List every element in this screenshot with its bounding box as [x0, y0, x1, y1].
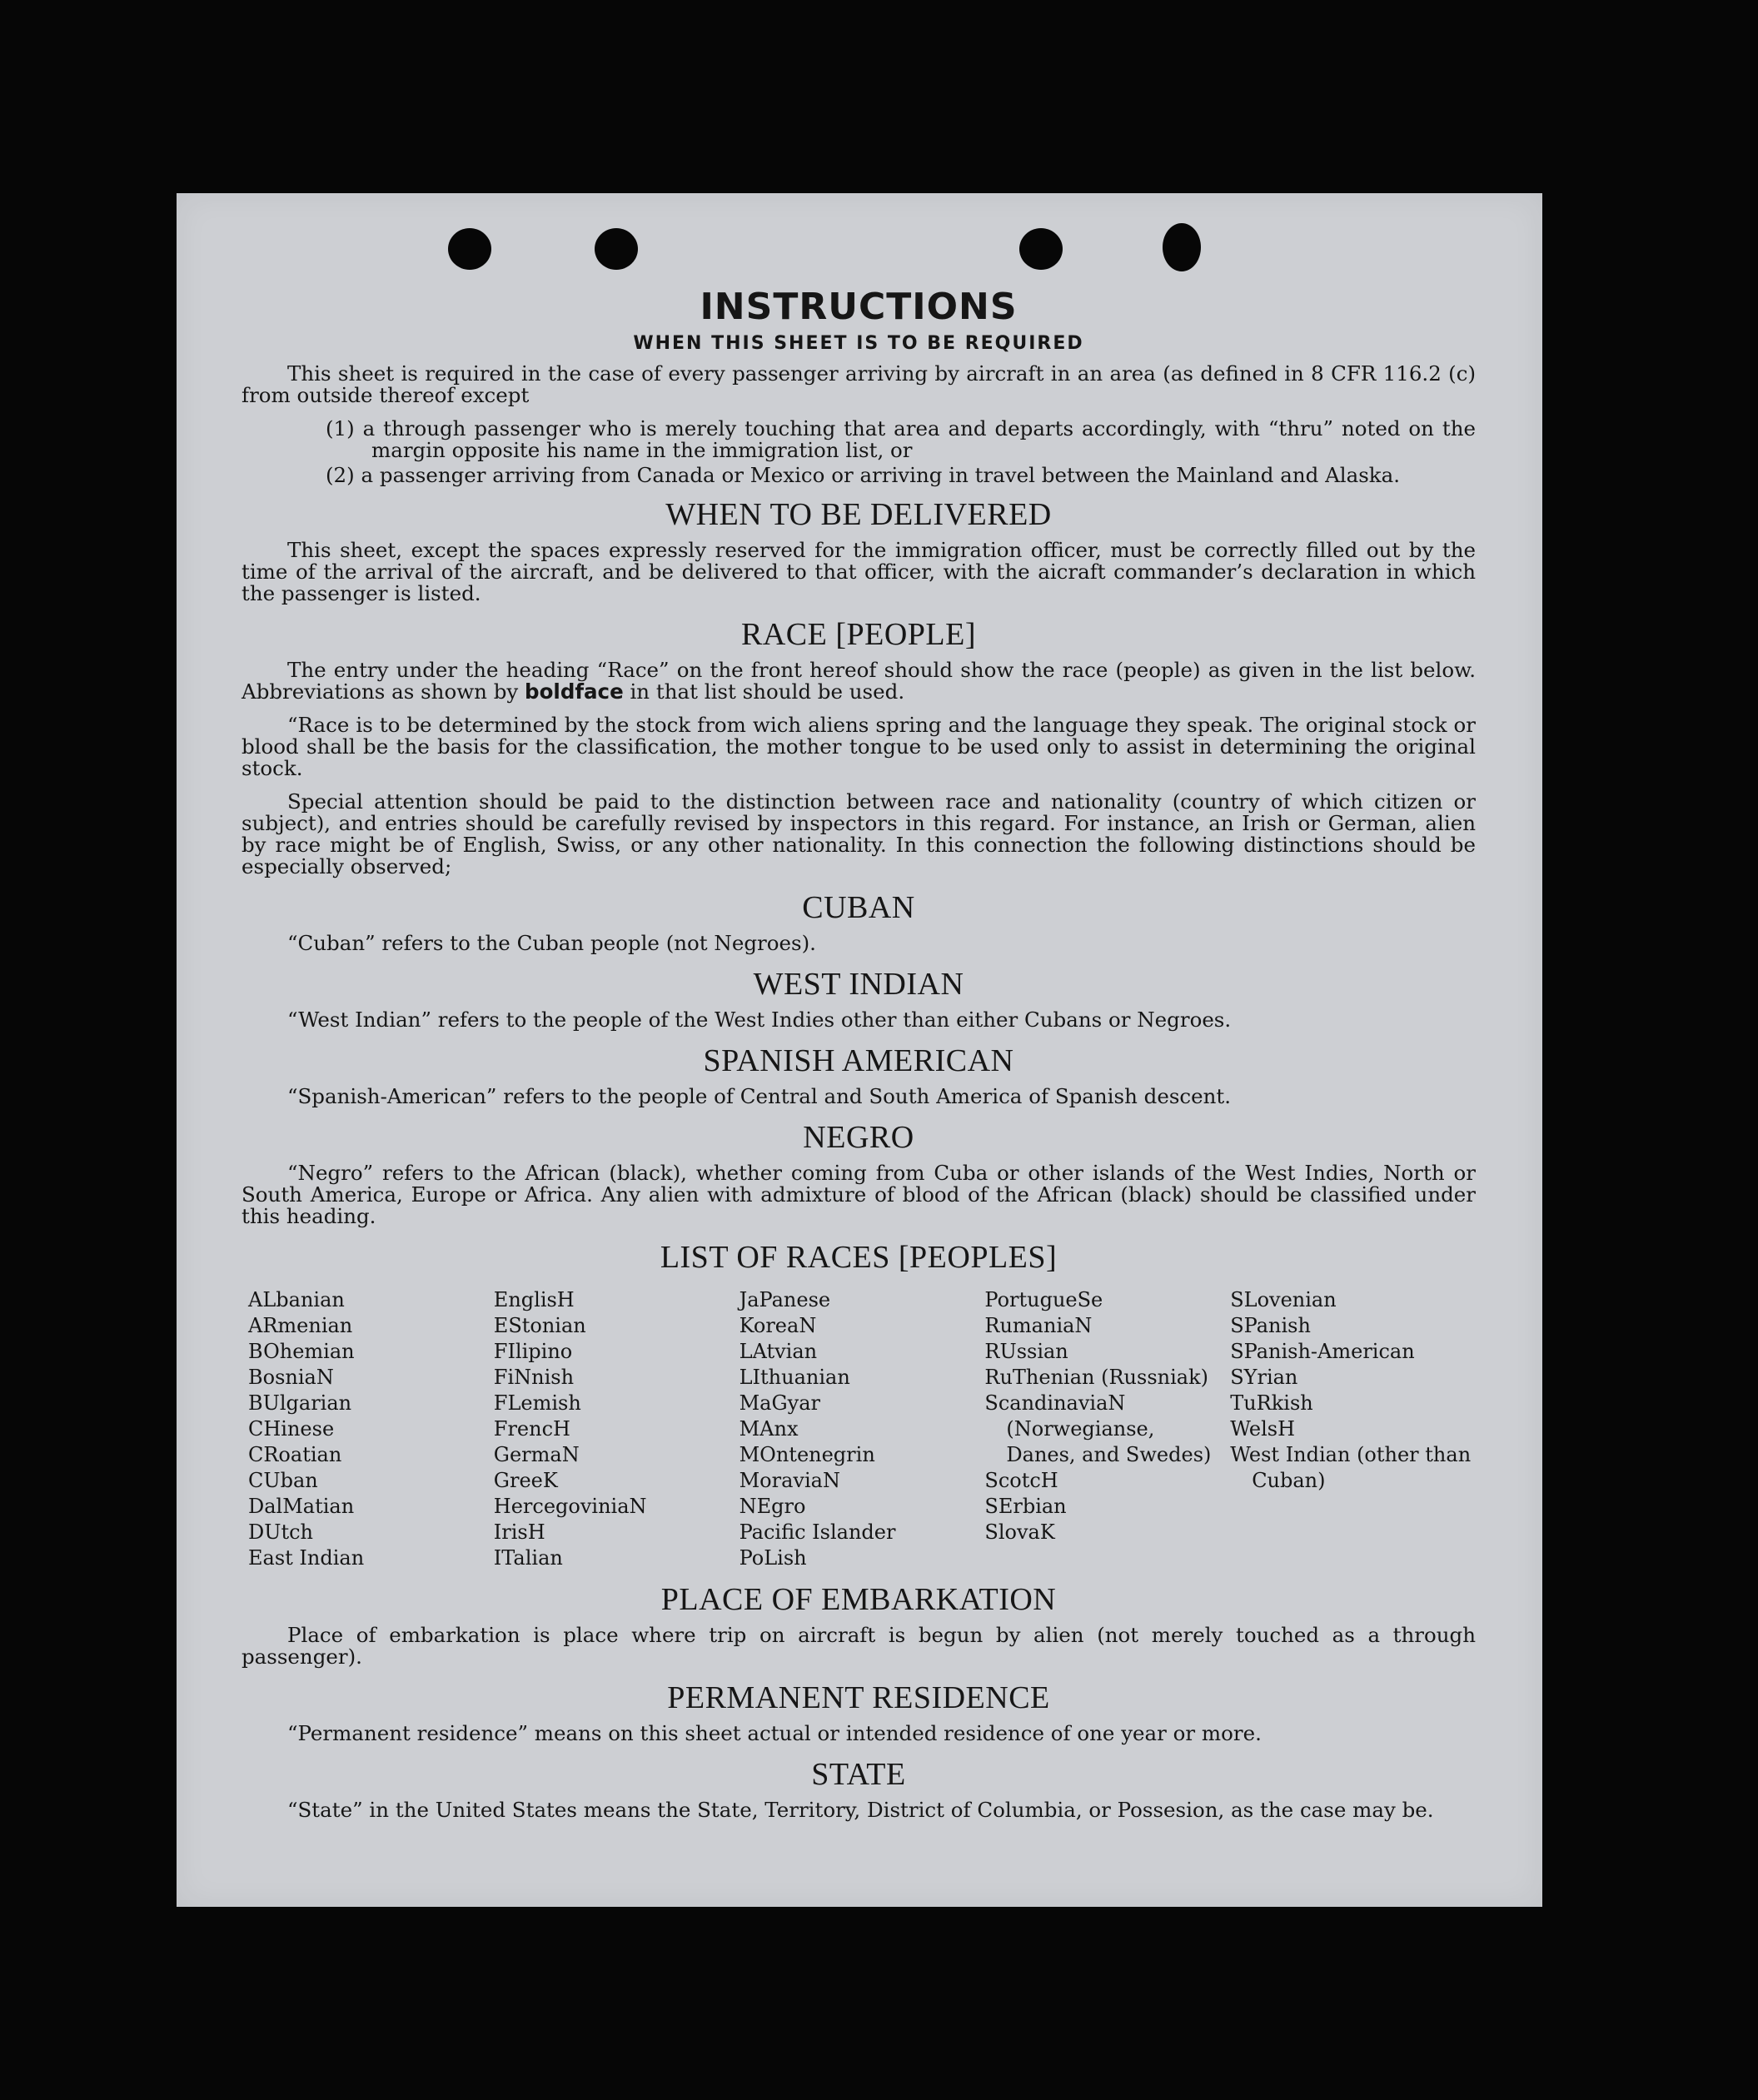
punch-hole: [1163, 223, 1201, 271]
race-entry: RUssian: [984, 1340, 1068, 1363]
heading-embarkation: PLACE OF EMBARKATION: [660, 1582, 1057, 1617]
race-entry: West Indian (other than Cuban): [1230, 1443, 1472, 1492]
punch-hole: [448, 228, 491, 270]
race-paragraph-1: [242, 659, 1476, 703]
race-entry: GreeK: [493, 1469, 558, 1492]
race-entry: TuRkish: [1230, 1391, 1313, 1415]
race-entry: ARmenian: [248, 1314, 353, 1337]
race-entry: MAnx: [739, 1417, 799, 1441]
race-entry: Pacific Islander: [739, 1520, 896, 1544]
intro-paragraph: This sheet is required in the case of every passenger arriving by aircraft in an area (as defined in 8 CFR 116.2 (c) from outside thereof except: [242, 361, 1476, 407]
race-entry: DUtch: [248, 1520, 314, 1544]
race-entry: BUlgarian: [248, 1391, 352, 1415]
page-title: INSTRUCTIONS: [700, 286, 1018, 328]
document-page: [177, 193, 1542, 1907]
residence-paragraph: “Permanent residence” means on this sheet actual or intended residence of one year or more.: [287, 1721, 1262, 1745]
race-entry: WelsH: [1230, 1417, 1296, 1441]
race-entry: IrisH: [493, 1520, 545, 1544]
race-column: [984, 1287, 1230, 1571]
race-entry: East Indian: [248, 1546, 365, 1570]
state-paragraph: “State” in the United States means the State, Territory, District of Columbia, or Possesion, as the case may be.: [287, 1798, 1434, 1822]
negro-paragraph: “Negro” refers to the African (black), whether coming from Cuba or other islands of the West Indies, North or South America, Europe or Africa. Any alien with admixture of blood of the African (black) should be classified under this heading.: [242, 1161, 1476, 1228]
heading-state: STATE: [811, 1757, 906, 1792]
exception-item: (2) a passenger arriving from Canada or Mexico or arriving in travel between the Mainland and Alaska.: [326, 463, 1401, 487]
race-entry: EnglisH: [493, 1288, 575, 1311]
race-entry: DalMatian: [248, 1495, 355, 1518]
heading-west-indian: WEST INDIAN: [753, 967, 964, 1002]
heading-race: RACE [PEOPLE]: [741, 617, 976, 652]
heading-when-delivered: WHEN TO BE DELIVERED: [665, 497, 1052, 532]
race-entry: PoLish: [739, 1546, 807, 1570]
west-indian-paragraph: “West Indian” refers to the people of the West Indies other than either Cubans or Negroes.: [287, 1008, 1232, 1032]
race-paragraph-3: Special attention should be paid to the distinction between race and nationality (country of which citizen or subject), and entries should be carefully revised by inspectors in this regard. For instance, an Irish or German, alien by race might be of English, Swiss, or any other nationality. In this connection the following distinctions should be especially observed;: [242, 789, 1476, 878]
heading-cuban: CUBAN: [802, 890, 915, 925]
race-entry: LAtvian: [739, 1340, 818, 1363]
race-entry: LIthuanian: [739, 1366, 850, 1389]
race-entry: HercegoviniaN: [493, 1495, 647, 1518]
race-p1-text: The entry under the heading “Race” on the front hereof should show the race (people) as given in the list below. Abbreviations as shown by: [242, 658, 1476, 704]
when-delivered-paragraph: This sheet, except the spaces expressly reserved for the immigration officer, must be correctly filled out by the time of the arrival of the aircraft, and be delivered to that officer, with the aicraft commander’s declaration in which the passenger is listed.: [242, 538, 1476, 605]
race-entry: CUban: [248, 1469, 318, 1492]
race-entry: MaGyar: [739, 1391, 820, 1415]
instructions-body: [242, 286, 1476, 1833]
race-entry: SPanish-American: [1230, 1340, 1415, 1363]
heading-residence: PERMANENT RESIDENCE: [667, 1680, 1050, 1715]
race-entry: JaPanese: [739, 1288, 831, 1311]
race-entry: EStonian: [493, 1314, 586, 1337]
race-column: [740, 1287, 985, 1571]
punch-hole: [595, 228, 638, 270]
embarkation-paragraph: Place of embarkation is place where trip on aircraft is begun by alien (not merely touched as a through passenger).: [242, 1623, 1476, 1669]
cuban-paragraph: “Cuban” refers to the Cuban people (not Negroes).: [287, 931, 816, 955]
punch-hole: [1019, 228, 1063, 270]
race-entry: SYrian: [1230, 1366, 1298, 1389]
race-column: [1230, 1287, 1476, 1571]
race-entry: SErbian: [984, 1495, 1067, 1518]
race-entry: FiNnish: [493, 1366, 575, 1389]
heading-negro: NEGRO: [803, 1120, 914, 1155]
race-entry: BosniaN: [248, 1366, 334, 1389]
race-entry: SlovaK: [984, 1520, 1055, 1544]
race-p1-text-end: in that list should be used.: [623, 679, 905, 704]
race-column: [248, 1287, 494, 1571]
race-entry: FIlipino: [493, 1340, 573, 1363]
race-entry: FrencH: [493, 1417, 570, 1441]
page-subtitle: WHEN THIS SHEET IS TO BE REQUIRED: [633, 333, 1084, 354]
race-entry: ScandinaviaN (Norwegianse, Danes, and Swedes): [984, 1391, 1212, 1466]
race-entry: RuThenian (Russniak): [984, 1366, 1208, 1389]
race-entry: MOntenegrin: [739, 1443, 875, 1466]
exception-item: (1) a through passenger who is merely touching that area and departs accordingly, with “thru” noted on the margin opposite his name in the immigration list, or: [326, 416, 1476, 462]
race-entry: RumaniaN: [984, 1314, 1093, 1337]
race-paragraph-2: “Race is to be determined by the stock from wich aliens spring and the language they speak. The original stock or blood shall be the basis for the classification, the mother tongue to be used only to assist in determining the original stock.: [242, 713, 1476, 780]
race-entry: ScotcH: [984, 1469, 1058, 1492]
race-entry: SPanish: [1230, 1314, 1311, 1337]
race-p1-boldface: boldface: [525, 679, 624, 704]
race-entry: ITalian: [493, 1546, 563, 1570]
heading-spanish-american: SPANISH AMERICAN: [703, 1043, 1014, 1078]
race-entry: NEgro: [739, 1495, 806, 1518]
race-entry: PortugueSe: [984, 1288, 1103, 1311]
race-list: [248, 1287, 1476, 1571]
race-entry: ALbanian: [248, 1288, 345, 1311]
race-entry: KoreaN: [739, 1314, 817, 1337]
race-column: [494, 1287, 740, 1571]
heading-list-of-races: LIST OF RACES [PEOPLES]: [660, 1240, 1058, 1275]
race-entry: CHinese: [248, 1417, 335, 1441]
race-entry: GermaN: [493, 1443, 580, 1466]
race-entry: FLemish: [493, 1391, 581, 1415]
race-entry: MoraviaN: [739, 1469, 840, 1492]
race-entry: BOhemian: [248, 1340, 355, 1363]
race-entry: CRoatian: [248, 1443, 342, 1466]
spanish-american-paragraph: “Spanish-American” refers to the people of Central and South America of Spanish descent.: [287, 1084, 1232, 1108]
race-entry: SLovenian: [1230, 1288, 1337, 1311]
